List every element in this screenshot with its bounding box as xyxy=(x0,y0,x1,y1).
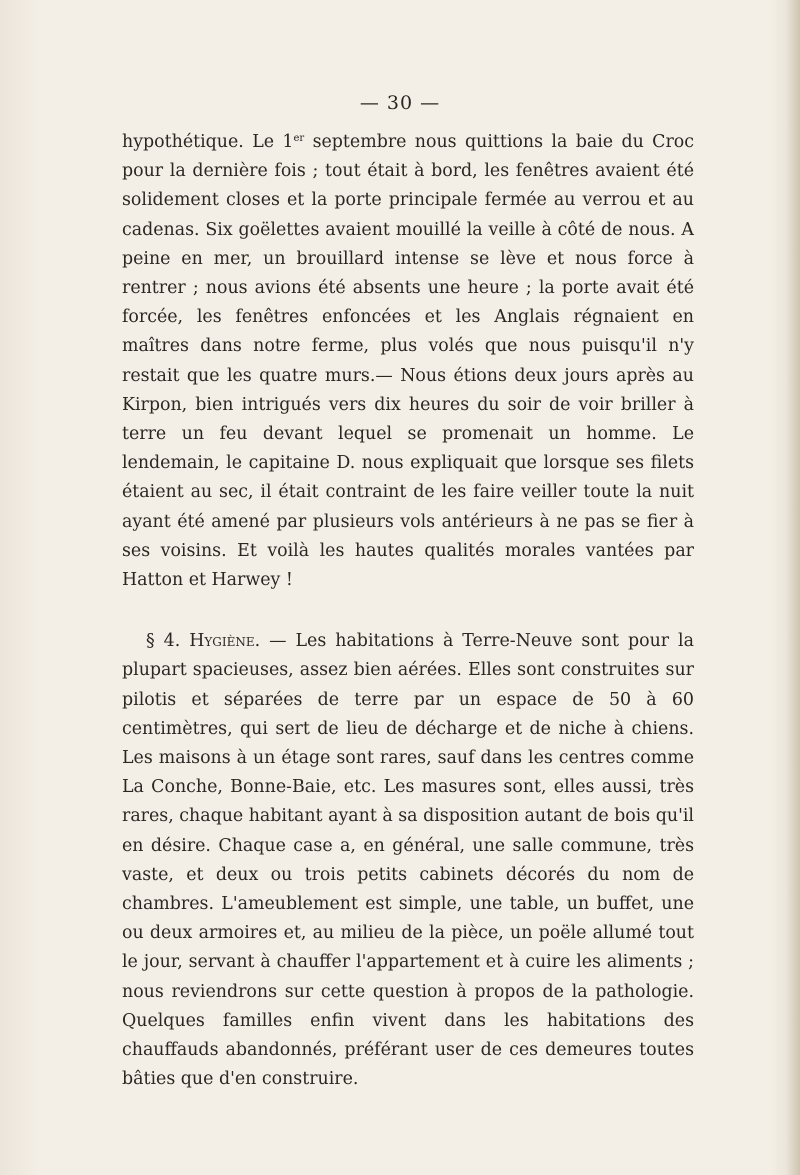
paragraph-text-start: hypothétique. Le 1 xyxy=(122,132,294,152)
section-body: — Les habitations à Terre-Neuve sont pour la plupart spacieuses, assez bien aérées. Elles sont construites sur pilotis et séparées de terre par un espace de 50 à 60 centimètres, qui sert de lieu de décharge et de niche à chiens. Les maisons à un étage sont rares, sauf dans les centres comme La Conche, Bonne-Baie, etc. Les masures sont, elles aussi, très rares, chaque habitant ayant à sa disposition autant de bois qu'il en désire. Chaque case a, en général, une salle commune, très vaste, et deux ou trois petits cabinets décorés du nom de chambres. L'ameublement est simple, une table, un buffet, une ou deux armoires et, au milieu de la pièce, un poële allumé tout le jour, servant à chauffer l'appartement et à cuire les aliments ; nous reviendrons sur cette question à propos de la pathologie. Quelques familles enfin vivent dans les habitations des chauffauds abandonnés, préférant user de ces demeures toutes bâties que d'en construire. xyxy=(122,631,694,1090)
section-number: § 4. xyxy=(146,631,190,652)
paragraph-continuation xyxy=(122,128,694,595)
section-heading: Hygiène. xyxy=(189,631,261,652)
body-text xyxy=(122,128,694,1095)
page-edge-shadow xyxy=(786,0,800,1175)
page-number: — 30 — xyxy=(359,92,441,114)
ordinal-superscript: er xyxy=(293,133,305,144)
paragraph-text-rest: septembre nous quittions la baie du Croc pour la dernière fois ; tout était à bord, les fenêtres avaient été solidement closes et la porte principale fermée au verrou et au cadenas. Six goëlettes avaient mouillé la veille à côté de nous. A peine en mer, un brouillard intense se lève et nous force à rentrer ; nous avions été absents une heure ; la porte avait été forcée, les fenêtres enfoncées et les Anglais régnaient en maîtres dans notre ferme, plus volés que nous puisqu'il n'y restait que les quatre murs.— Nous étions deux jours après au Kirpon, bien intrigués vers dix heures du soir de voir briller à terre un feu devant lequel se promenait un homme. Le lendemain, le capitaine D. nous expliquait que lorsque ses filets étaient au sec, il était contraint de les faire veiller toute la nuit ayant été amené par plusieurs vols antérieurs à ne pas se fier à ses voisins. Et voilà les hautes qualités morales vantées par Hatton et Harwey ! xyxy=(122,132,694,591)
paragraph-hygiene xyxy=(122,627,694,1094)
